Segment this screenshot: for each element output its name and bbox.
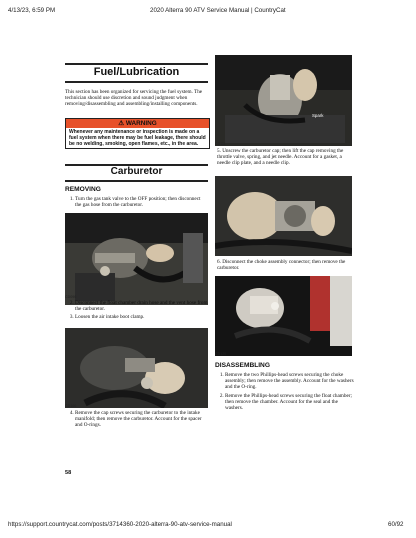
step-number: 5. [217, 148, 221, 154]
warning-triangle-icon: ⚠ [118, 120, 125, 127]
photo-3-illustration [215, 55, 352, 146]
removing-step-4 [66, 410, 208, 431]
right-step-6 [217, 259, 354, 271]
photo-2-illustration [65, 328, 208, 408]
print-datetime: 4/13/23, 6:59 PM [8, 7, 56, 14]
page-number: 58 [65, 470, 72, 476]
title-rule-bottom [65, 81, 208, 83]
photo-1-caption: CD090 [65, 295, 77, 299]
step-text: 1. Remove the two Phillips-head screws securing the choke assembly; then remove the assembly. Account for the washers and the O-ring. [225, 372, 354, 391]
photo-3-label: Spark [312, 113, 324, 118]
photo-5-illustration [215, 276, 352, 356]
photo-2-caption: CD100 [65, 404, 77, 408]
photo-gas-tank-valve [65, 213, 208, 305]
subsection-title: Carburetor [110, 166, 163, 177]
photo-3-caption: CD111 [215, 142, 226, 146]
photo-1-illustration [65, 213, 208, 305]
print-page-counter: 60/92 [388, 521, 404, 528]
step-text: Unscrew the carburetor cap; then lift the cap removing the throttle valve, spring, and jet needle. Account for a gasket, a needle clip plate, and a needle clip. [217, 148, 344, 167]
subsection-rule-bottom [65, 180, 208, 182]
step-text: 4. Remove the cap screws securing the carburetor to the intake manifold; then remove the carburetor. Account for the spacer and O-rings. [75, 410, 208, 429]
print-page-title: 2020 Alterra 90 ATV Service Manual | CountryCat [150, 7, 286, 14]
title-rule-top [65, 63, 208, 65]
disassembling-heading: DISASSEMBLING [215, 362, 270, 369]
photo-choke-assembly [215, 176, 352, 256]
step-text: 3. Loosen the air intake boot clamp. [75, 314, 208, 320]
photo-5-caption: CD120 [215, 352, 227, 356]
right-step-5 [217, 148, 354, 167]
warning-header [66, 119, 209, 128]
warning-box [65, 118, 210, 149]
photo-4-illustration [215, 176, 352, 256]
warning-label: WARNING [125, 120, 157, 127]
removing-heading: REMOVING [65, 186, 101, 193]
photo-carburetor-cap [215, 55, 352, 146]
intro-paragraph: This section has been organized for servicing the fuel system. The technician should use discretion and sound judgment when removing/disassembling and assembling/installing components. [65, 89, 203, 108]
step-text: 2. Remove the Phillips-head screws securing the float chamber; then remove the chamber. Account for the seal and the washers. [225, 393, 354, 412]
step-text: 2. Disconnect the float chamber drain hose and the vent hose from the carburetor. [75, 300, 208, 312]
step-text: Disconnect the choke assembly connector; then remove the carburetor. [217, 259, 346, 272]
photo-air-intake-boot [65, 328, 208, 408]
section-title: Fuel/Lubrication [93, 66, 180, 78]
removing-step-1 [66, 196, 208, 210]
step-text: 1. Turn the gas tank valve to the OFF position; then disconnect the gas hose from the carburetor. [75, 196, 208, 208]
disassembling-steps [216, 372, 354, 413]
photo-carburetor-removed [215, 276, 352, 356]
print-url: https://support.countrycat.com/posts/3714360-2020-alterra-90-atv-service-manual [8, 521, 232, 528]
warning-text: Whenever any maintenance or inspection is made on a fuel system when there may be fuel leakage, there should be no welding, smoking, open flames, etc., in the area. [69, 129, 206, 147]
step-number: 6. [217, 259, 221, 265]
removing-steps-2-3 [66, 300, 208, 323]
